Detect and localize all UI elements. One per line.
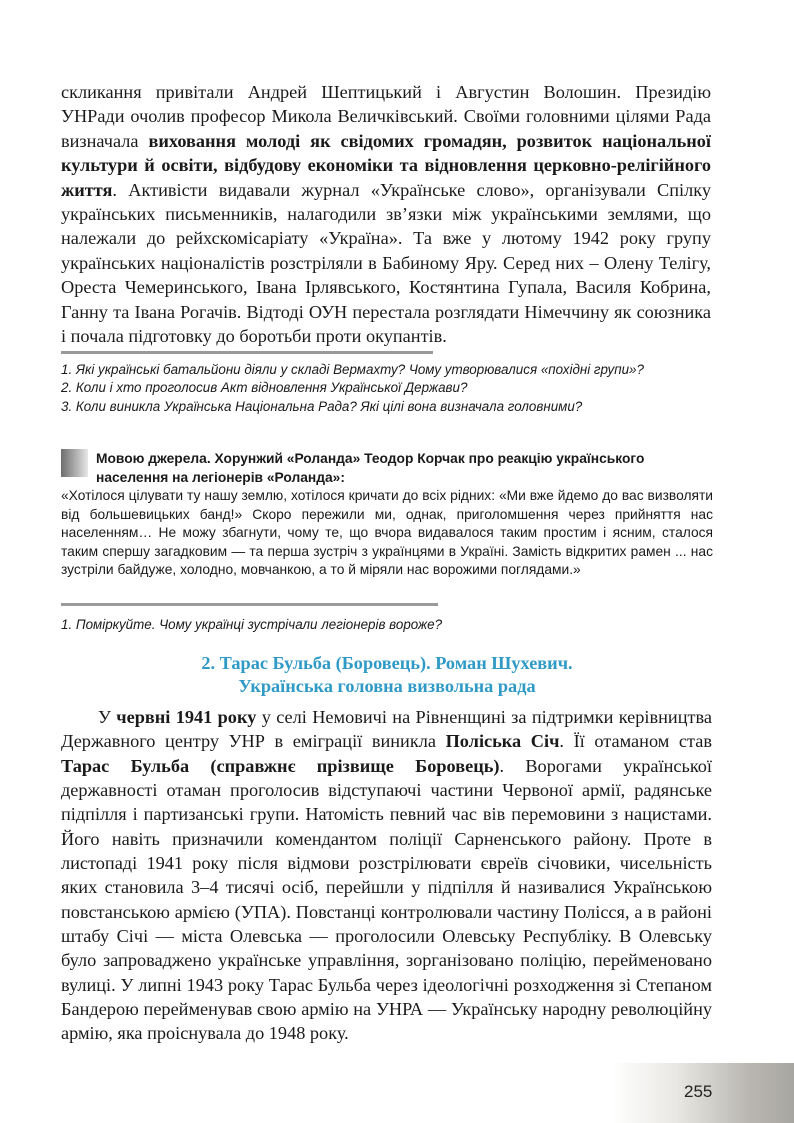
question-item: 3. Коли виникла Українська Національна Рада? Які цілі вона визначала головними? [61, 398, 583, 414]
source-quote: «Хотілося цілувати ту нашу землю, хотілося кричати до всіх рідних: «Ми вже йдемо до вас визволяти від большевицьких банд!» Скоро пережили ми, однак, приголомшення через прийняття нас населенням… Не можу збагнути, чому те, що вчора видавалося таким простим і ясним, сталося таким спершу загадковим — та перша зустріч з українцями в Україні. Замість відкритих рамен ... нас зустріли байдуже, холодно, мовчанкою, а то й міряли нас ворожими поглядами.» [61, 488, 713, 578]
divider-questions-1 [61, 351, 433, 354]
review-questions-1 [61, 361, 713, 416]
question-item: 1. Поміркуйте. Чому українці зустрічали легіонерів вороже? [61, 617, 443, 632]
intro-text-2: . Активісти видавали журнал «Українське слово», організували Спілку українських письменників, налагодили зв’язки між українськими землями, що належали до рейхскомісаріату «Україна». Та вже у лютому 1942 року групу українських націоналістів розстріляли в Бабиному Яру. Серед них – Олену Телігу, Ореста Чемеринського, Івана Ірлявського, Костянтина Гупала, Василя Кобрина, Ганну та Івана Рогачів. Відтоді ОУН перестала розглядати Німеччину як союзника і почала підготовку до боротьби проти окупантів. [61, 179, 711, 347]
question-item: 2. Коли і хто проголосив Акт відновлення Української Держави? [61, 380, 468, 396]
intro-text-1: скликання привітали Андрей Шептицький і Августин Волошин. Президію УНРади очолив професор Микола Величківський. Своїми головними цілями Рада визначала [61, 82, 711, 151]
section-heading [61, 652, 713, 699]
main-bold-date: червні 1941 року [116, 707, 257, 727]
intro-paragraph [61, 80, 711, 348]
main-bold-polisska-sich: Поліська Січ [445, 731, 560, 752]
section-heading-line1: 2. Тарас Бульба (Боровець). Роман Шухевич. [201, 653, 573, 673]
main-text-2: у селі Немовичі на Рівненщині за підтримки керівництва Державного центру УНР в еміграції виникла [61, 707, 712, 752]
source-title: Мовою джерела. Хорунжий «Роланда» Теодор Корчак про реакцію українського населення на легіонерів «Роланда»: [96, 451, 645, 485]
source-marker-icon [61, 449, 88, 477]
section-heading-line2: Українська головна визвольна рада [238, 676, 536, 697]
main-bold-taras-bulba: Тарас Бульба (справжнє прізвище Боровець) [61, 755, 500, 776]
main-text-1: У [98, 707, 117, 727]
divider-questions-2 [61, 603, 438, 606]
page-number: 255 [684, 1082, 713, 1101]
review-questions-2 [61, 616, 713, 634]
intro-bold-goals: виховання молоді як свідомих громадян, розвиток національної культури й освіти, відбудову економіки та відновлення церковно-релігійного життя [61, 130, 712, 200]
question-item: 1. Які українські батальйони діяли у складі Вермахту? Чому утворювалися «похідні групи»? [61, 362, 644, 377]
main-paragraph [61, 705, 712, 1046]
main-text-3: . Її отаманом став [559, 731, 712, 752]
main-text-4: . Ворогами української державності отаман проголосив відступаючі частини Червоної армії, радянське підпілля і партизанські групи. Натомість певний час вів перемовини з нацистами. Його навіть призначили комендантом поліції Сарненського району. Проте в листопаді 1941 року після відмови розстрілювати євреїв січовики, чисельність яких становила 3–4 тисячі осіб, перейшли у підпілля й називалися Українською повстанською армією (УПА). Повстанці контролювали частину Полісся, а в районі штабу Січі — міста Олевська — проголосили Олевську Республіку. В Олевську було запроваджено українське управління, зорганізовано поліцію, перейменовано вулиці. У липні 1943 року Тарас Бульба через ідеологічні розходження зі Степаном Бандерою перейменував свою армію на УНРА — Українську народну революційну армію, яка проіснувала до 1948 року. [61, 755, 712, 1044]
